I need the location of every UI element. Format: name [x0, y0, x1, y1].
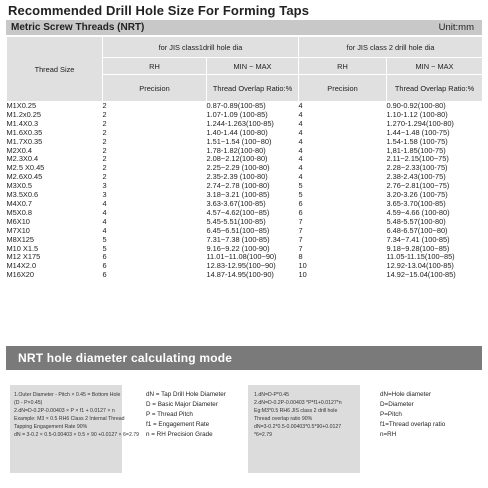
formula-line: Thread overlap ratio 90%: [254, 416, 313, 422]
class1-precision-cell: 2: [102, 172, 107, 182]
class2-range-cell: 3.20-3.26 (100-75): [386, 190, 448, 200]
legend-2: [380, 390, 445, 440]
class2-range-cell: 1.54-1.58 (100-75): [386, 136, 448, 146]
class2-range-cell: 1,81-1.85(100-75): [386, 145, 446, 155]
legend-1: [146, 390, 226, 440]
subheader-label: Metric Screw Threads (NRT): [11, 22, 145, 33]
class1-precision-cell: 2: [102, 154, 107, 164]
class1-range-cell: 2.08~2.12(100-80): [206, 154, 268, 164]
formula-line: Example: M3 × 0.5 RH6 Class 2 Internal Thread: [14, 416, 125, 422]
class1-range-cell: 1.07-1.09 (100-85): [206, 109, 268, 119]
section-title: NRT hole diameter calculating mode: [6, 346, 482, 370]
class1-precision-cell: 2: [102, 145, 107, 155]
class1-range-cell: 1.40-1.44 (100-80): [206, 127, 268, 137]
thread-size-cell: M16X20: [6, 270, 35, 280]
class2-precision-header: Precision: [299, 75, 387, 102]
class2-precision-cell: 7: [298, 234, 303, 244]
class1-range-cell: 2.74~2.78 (100-80): [206, 181, 270, 191]
formula-line: 2.dN=D-0.2P-0.00403 *P*f1+0.0127*n: [254, 400, 342, 406]
class1-precision-cell: 2: [102, 118, 107, 128]
class2-range-cell: 1.10-1.12 (100-80): [386, 109, 448, 119]
thread-size-cell: M3X0.5: [6, 181, 32, 191]
class1-range-cell: 9.16~9.22 (100-90): [206, 243, 270, 253]
class2-range-cell: 11.05-11.15(100~85): [386, 252, 455, 262]
class2-precision-cell: 7: [298, 225, 303, 235]
class2-precision-cell: 5: [298, 190, 303, 200]
legend-line: dN=Hole diameter: [380, 391, 431, 398]
thread-size-cell: M1.7X0.35: [6, 136, 43, 146]
thread-size-cell: M4X0.7: [6, 198, 32, 208]
class2-range-cell: 2.38-2.43(100-75): [386, 172, 446, 182]
class2-rh-header: RH: [299, 58, 387, 75]
class1-range-cell: 12.83-12.95(100~90): [206, 261, 276, 271]
class2-precision-cell: 4: [298, 127, 303, 137]
thread-size-cell: M3.5X0.6: [6, 190, 39, 200]
class1-range-cell: 3.18~3.21 (100-85): [206, 190, 270, 200]
thread-size-cell: M14X2.0: [6, 261, 37, 271]
class2-precision-cell: 8: [298, 252, 303, 262]
thread-size-cell: M1.6X0.35: [6, 127, 43, 137]
class2-precision-cell: 10: [298, 261, 307, 271]
class1-precision-cell: 2: [102, 136, 107, 146]
class1-group-header: for JIS class1drill hole dia: [103, 37, 299, 58]
class1-range-cell: 1.78-1.82(100-80): [206, 145, 266, 155]
class1-range-cell: 11.01~11.08(100~90): [206, 252, 277, 262]
legend-line: D=Diameter: [380, 401, 414, 408]
class1-precision-cell: 2: [102, 127, 107, 137]
class2-precision-cell: 5: [298, 181, 303, 191]
class1-precision-cell: 6: [102, 261, 107, 271]
formula-line: 2.dN=D-0.2P-0.00403 × P × f1 + 0.0127 × n: [14, 408, 115, 414]
class2-precision-cell: 7: [298, 243, 303, 253]
thread-size-cell: M6X10: [6, 216, 30, 226]
page-title: Recommended Drill Hole Size For Forming Taps: [8, 3, 310, 18]
class1-precision-cell: 6: [102, 270, 107, 280]
class1-precision-cell: 3: [102, 181, 107, 191]
class2-range-cell: 2.76~2.81(100~75): [386, 181, 450, 191]
class2-range-cell: 1.270-1.294(100-80): [386, 118, 454, 128]
thread-size-cell: M8X125: [6, 234, 35, 244]
legend-line: P=Pitch: [380, 411, 402, 418]
class2-range-cell: 6.48-6.57(100~80): [386, 225, 448, 235]
thread-size-cell: M2X0.4: [6, 145, 32, 155]
table-row: [7, 271, 483, 280]
legend-line: f1 = Engagement Rate: [146, 421, 210, 428]
class1-precision-cell: 3: [102, 190, 107, 200]
thread-size-cell: M2.5 X0.45: [6, 163, 45, 173]
class2-precision-cell: 6: [298, 207, 303, 217]
class2-range-cell: 14.92~15.04(100-85): [386, 270, 456, 280]
class2-precision-cell: 4: [298, 101, 303, 110]
class1-precision-header: Precision: [103, 75, 207, 102]
class2-precision-cell: 6: [298, 198, 303, 208]
legend-line: D = Basic Major Diameter: [146, 401, 218, 408]
formula-line: 1.Outer Diameter - Pitch × 0.45 = Bottom Hole: [14, 392, 121, 398]
class1-range-cell: 7.31~7.38 (100-85): [206, 234, 270, 244]
formula-line: (D - P×0.45): [14, 400, 43, 406]
formula-box-1: [10, 385, 140, 473]
class2-minmax-header: MIN ~ MAX: [387, 58, 483, 75]
thread-size-cell: M7X10: [6, 225, 30, 235]
class1-range-cell: 5.45-5.51(100-85): [206, 216, 266, 226]
class2-precision-cell: 4: [298, 163, 303, 173]
class1-precision-cell: 5: [102, 243, 107, 253]
class2-range-cell: 12.92-13.04(100-85): [386, 261, 454, 271]
drill-hole-table: [6, 36, 483, 280]
class1-range-cell: 2.25~2.29 (100-80): [206, 163, 270, 173]
class1-range-cell: 6.45~6.51(100~85): [206, 225, 270, 235]
thread-size-cell: M5X0.8: [6, 207, 32, 217]
class1-range-cell: 4.57~4.62(100~85): [206, 207, 270, 217]
class1-minmax-header: MIN ~ MAX: [207, 58, 299, 75]
class1-precision-cell: 2: [102, 101, 107, 110]
class2-range-cell: 9.18~9.28(100~85): [386, 243, 450, 253]
thread-size-cell: M2.6X0.45: [6, 172, 43, 182]
class1-precision-cell: 4: [102, 216, 107, 226]
formula-line: dN=3-0.2*0.5-0.00403*0.5*90+0.0127: [254, 424, 342, 430]
class1-overlap-header: Thread Overlap Ratio:%: [207, 75, 299, 102]
class2-precision-cell: 4: [298, 136, 303, 146]
thread-size-cell: M1.4X0.3: [6, 118, 39, 128]
legend-line: n = RH Precision Grade: [146, 431, 213, 438]
legend-line: n=RH: [380, 431, 397, 438]
class1-range-cell: 3.63-3.67(100-85): [206, 198, 266, 208]
class1-range-cell: 1.244-1.263(100-85): [206, 118, 274, 128]
formula-line: 1.dN=D-P*0.45: [254, 392, 290, 398]
formula-line: Tapping Engagement Rate 90%: [14, 424, 88, 430]
class2-precision-cell: 4: [298, 118, 303, 128]
formula-line: *6=2.79: [254, 432, 273, 438]
class1-precision-cell: 5: [102, 234, 107, 244]
class2-range-cell: 3.65-3.70(100-85): [386, 198, 446, 208]
thread-size-cell: M2.3X0.4: [6, 154, 39, 164]
class2-range-cell: 5.48-5.57(100-80): [386, 216, 446, 226]
legend-line: dN = Tap Drill Hole Diameter: [146, 391, 226, 398]
class2-range-cell: 0.90-0.92(100-80): [386, 101, 446, 110]
class2-precision-cell: 7: [298, 216, 303, 226]
formula-box-2: [248, 385, 360, 473]
class1-range-cell: 14.87-14.95(100-90): [206, 270, 274, 280]
class2-precision-cell: 4: [298, 109, 303, 119]
class2-range-cell: 2.11~2.15(100~75): [386, 154, 449, 164]
class2-precision-cell: 4: [298, 172, 303, 182]
class1-precision-cell: 4: [102, 198, 107, 208]
class2-range-cell: 2.28~2.33(100-75): [386, 163, 448, 173]
formula-line: Eg:M3*0.5 RH6 JIS class 2 drill hole: [254, 408, 338, 414]
class2-precision-cell: 10: [298, 270, 307, 280]
thread-size-cell: M1.2x0.25: [6, 109, 42, 119]
legend-line: P = Thread Pitch: [146, 411, 193, 418]
thread-size-header: Thread Size: [7, 37, 103, 102]
class1-rh-header: RH: [103, 58, 207, 75]
class1-precision-cell: 6: [102, 252, 107, 262]
class1-precision-cell: 2: [102, 109, 107, 119]
class2-range-cell: 1.44~1.48 (100-75): [386, 127, 450, 137]
section-subheader: [6, 20, 482, 35]
thread-size-cell: M10 X1.5: [6, 243, 39, 253]
class2-range-cell: 4.59~4.66 (100-80): [386, 207, 450, 217]
thread-size-cell: M1X0.25: [6, 101, 37, 110]
class1-precision-cell: 4: [102, 207, 107, 217]
table-body: [7, 102, 483, 281]
class1-range-cell: 2.35-2.39 (100-80): [206, 172, 268, 182]
legend-line: f1=Thread overlap ratio: [380, 421, 446, 428]
class2-overlap-header: Thread Overlap Ratio:%: [387, 75, 483, 102]
class1-range-cell: 1.51~1.54 (100~80): [206, 136, 272, 146]
class1-range-cell: 0.87-0.89(100-85): [206, 101, 266, 110]
thread-size-cell: M12 X175: [6, 252, 41, 262]
class2-precision-cell: 4: [298, 154, 303, 164]
class2-group-header: for JIS class 2 drill hole dia: [299, 37, 483, 58]
formula-line: dN = 3-0.2 × 0.5-0.00403 × 0.5 × 90 +0.0127 × 6=2.79: [14, 432, 140, 438]
class2-precision-cell: 4: [298, 145, 303, 155]
unit-label: Unit:mm: [438, 22, 474, 33]
class2-range-cell: 7.34~7.41 (100-85): [386, 234, 450, 244]
class1-precision-cell: 2: [102, 163, 107, 173]
class1-precision-cell: 4: [102, 225, 107, 235]
